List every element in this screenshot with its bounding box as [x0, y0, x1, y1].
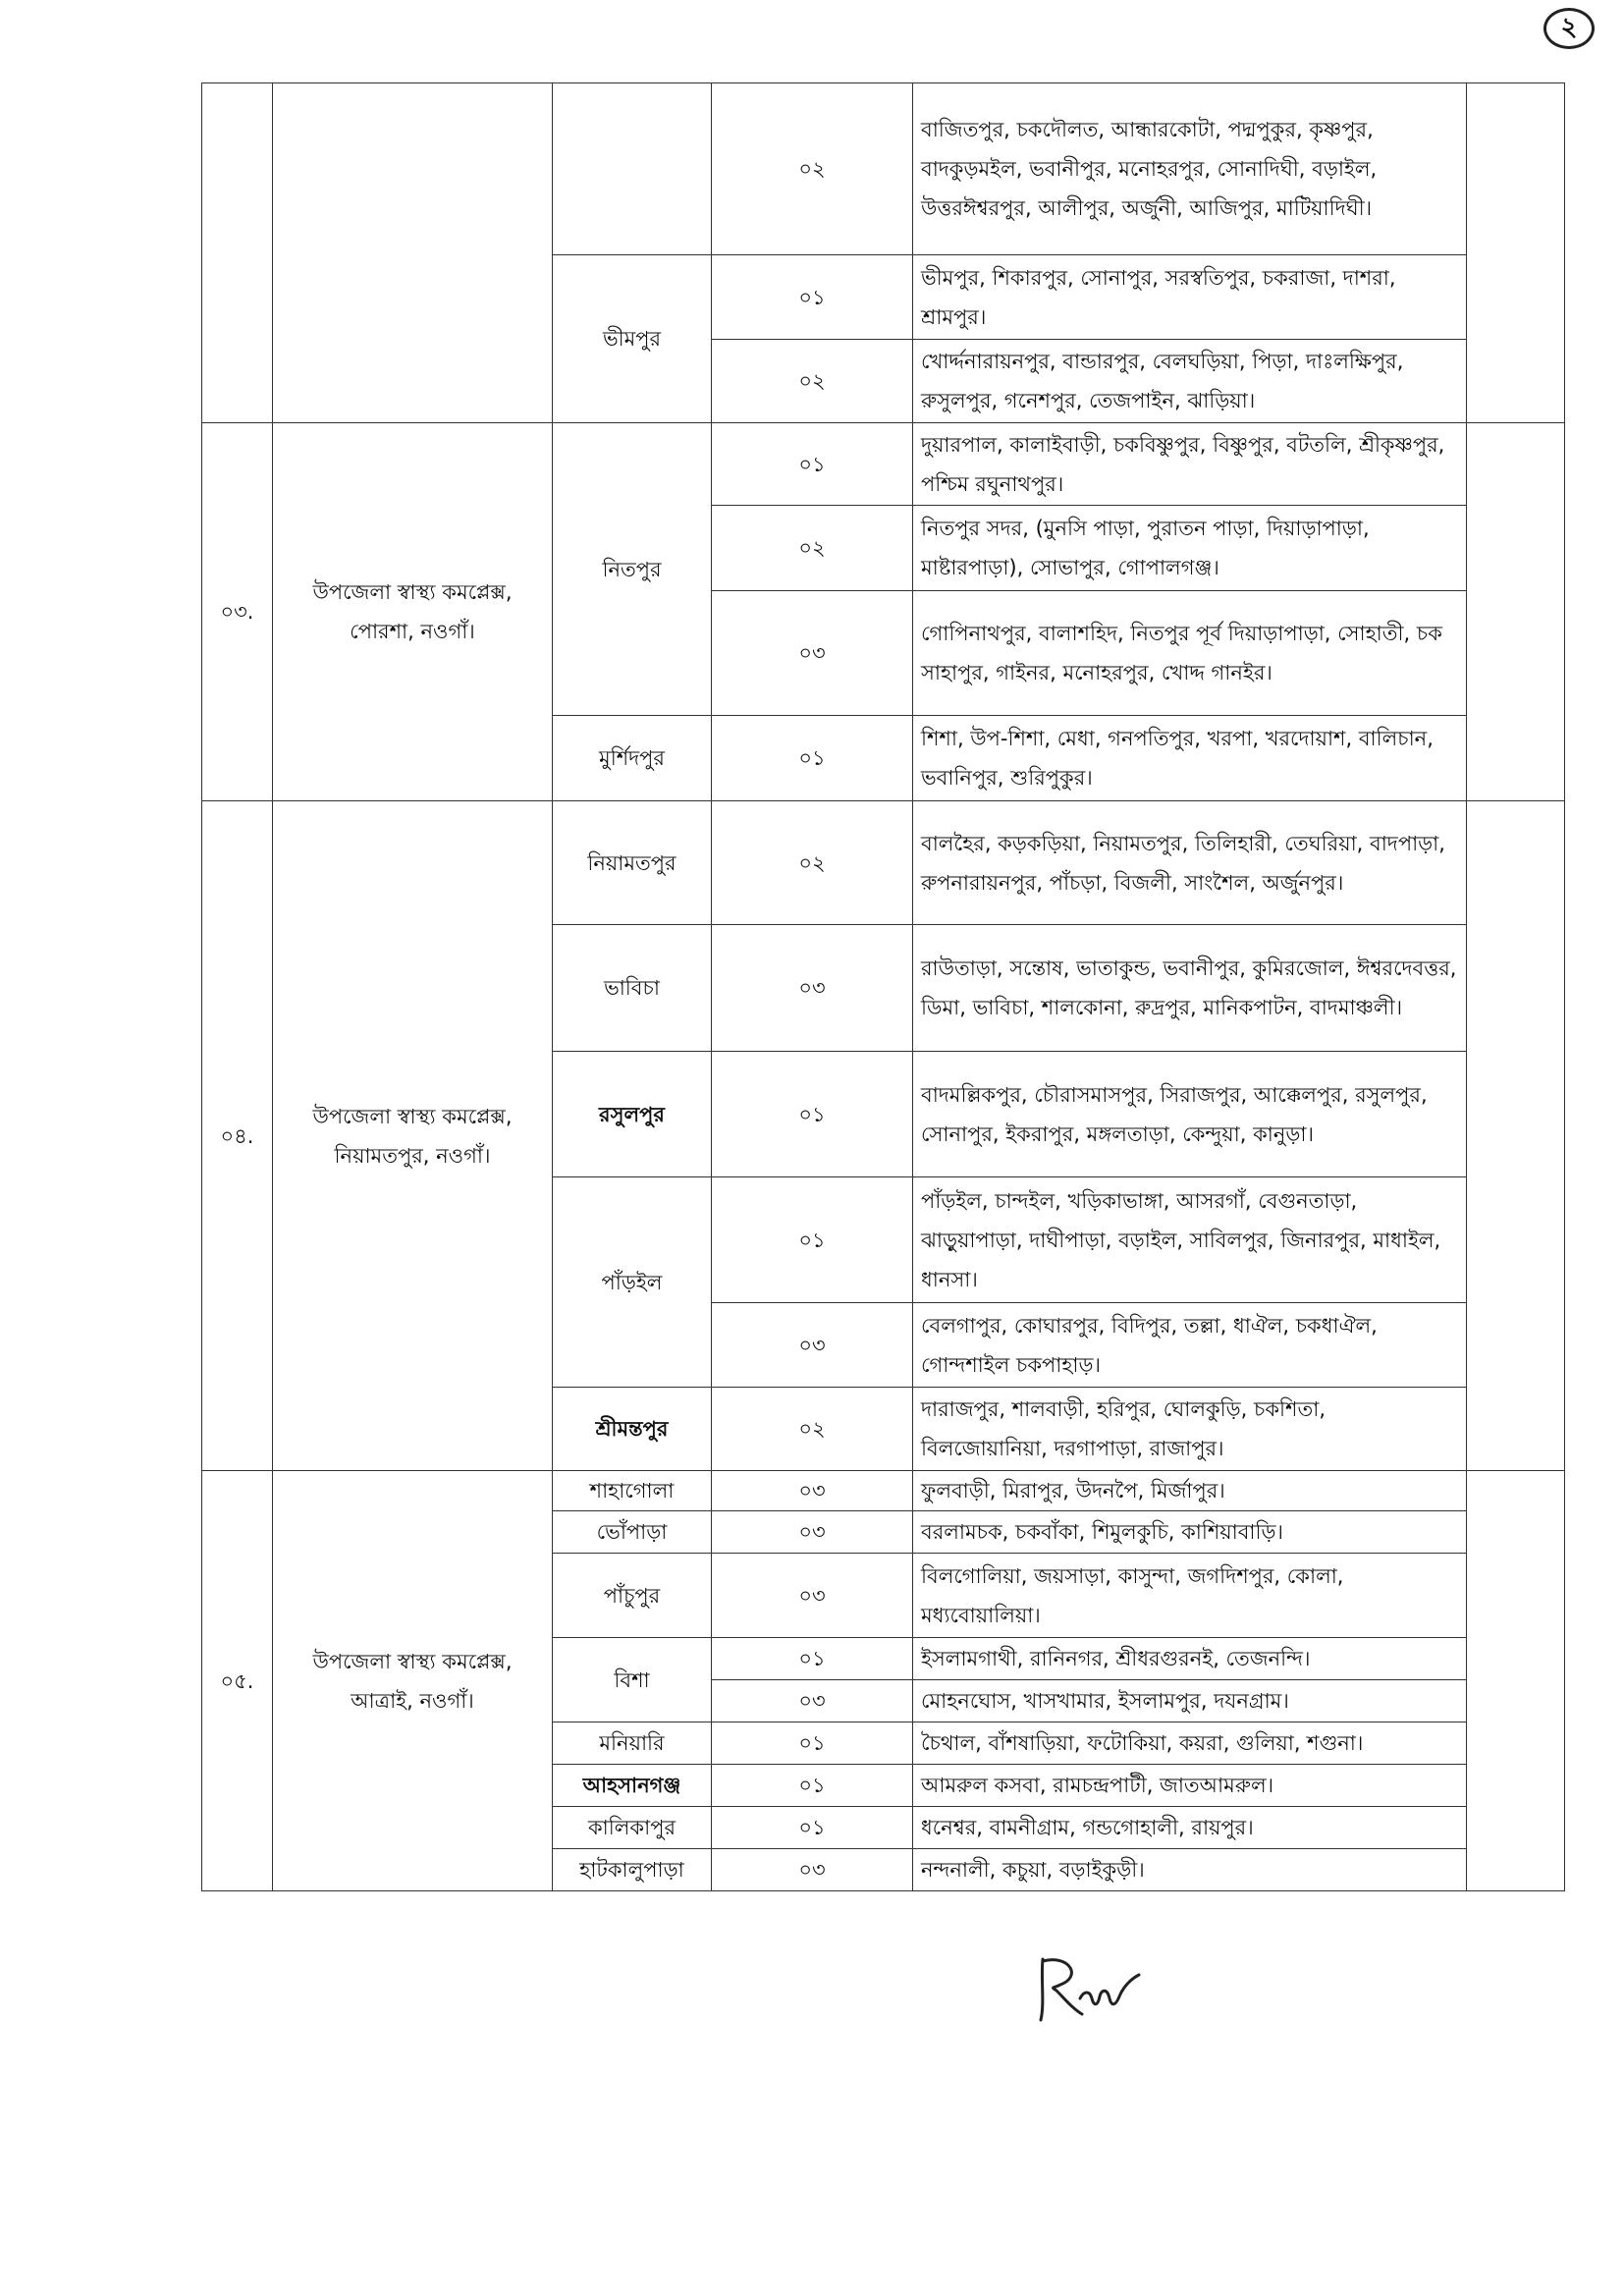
hospital-name: উপজেলা স্বাস্থ্য কমপ্লেক্স, [312, 1649, 513, 1673]
signature-image [1021, 1949, 1178, 2032]
union-cell: মুর্শিদপুর [553, 716, 712, 801]
ward-cell: ০১ [712, 1765, 913, 1807]
ward-cell: ০২ [712, 83, 913, 255]
union-cell: রসুলপুর [553, 1052, 712, 1177]
hospital-cell [273, 801, 553, 1471]
villages-cell: নন্দনালী, কচুয়া, বড়াইকুড়ী। [913, 1849, 1467, 1891]
villages-cell: চৈথাল, বাঁশষাড়িয়া, ফটোকিয়া, কয়রা, গুলিয়া, শগুনা। [913, 1722, 1467, 1765]
remarks-cell [1467, 801, 1565, 1471]
villages-cell: আমরুল কসবা, রামচন্দ্রপাটী, জাতআমরুল। [913, 1765, 1467, 1807]
ward-cell: ০৩ [712, 1680, 913, 1722]
hospital-location: আত্রাই, নওগাঁ। [351, 1688, 474, 1713]
villages-cell: বালহৈর, কড়কড়িয়া, নিয়ামতপুর, তিলিহারী, তেঘরিয়া, বাদপাড়া, রুপনারায়নপুর, পাঁচড়া, বিজলী, সাংশৈল, অর্জুনপুর। [913, 801, 1467, 925]
ward-cell: ০৩ [712, 1511, 913, 1554]
table-row [202, 1471, 1565, 1511]
union-cell: কালিকাপুর [553, 1807, 712, 1849]
villages-cell: বরলামচক, চকবাঁকা, শিমুলকুচি, কাশিয়াবাড়ি। [913, 1511, 1467, 1554]
hospital-cell [273, 423, 553, 801]
ward-cell: ০২ [712, 340, 913, 423]
union-cell: নিতপুর [553, 423, 712, 716]
union-cell: নিয়ামতপুর [553, 801, 712, 925]
union-cell: ভোঁপাড়া [553, 1511, 712, 1554]
villages-cell: বাদমল্লিকপুর, চৌরাসমাসপুর, সিরাজপুর, আক্কেলপুর, রসুলপুর, সোনাপুর, ইকরাপুর, মঙ্গলতাড়া, কেন্দুয়া, কানুড়া। [913, 1052, 1467, 1177]
serial-cell: ০৫. [202, 1471, 273, 1891]
union-cell: শাহাগোলা [553, 1471, 712, 1511]
villages-cell: ভীমপুর, শিকারপুর, সোনাপুর, সরস্বতিপুর, চকরাজা, দাশরা, শ্রামপুর। [913, 255, 1467, 340]
remarks-cell [1467, 423, 1565, 801]
hospital-name: উপজেলা স্বাস্থ্য কমপ্লেক্স, [312, 1104, 513, 1128]
ward-cell: ০২ [712, 1388, 913, 1471]
union-cell: বিশা [553, 1638, 712, 1722]
table-row [202, 83, 1565, 255]
page-number-text: ২ [1560, 13, 1578, 42]
villages-cell: নিতপুর সদর, (মুনসি পাড়া, পুরাতন পাড়া, দিয়াড়াপাড়া, মাষ্টারপাড়া), সোভাপুর, গোপালগঞ্জ। [913, 506, 1467, 591]
ward-cell: ০২ [712, 506, 913, 591]
villages-cell: বিলগোলিয়া, জয়সাড়া, কাসুন্দা, জগদিশপুর, কোলা, মধ্যবোয়ালিয়া। [913, 1554, 1467, 1638]
villages-cell: শিশা, উপ-শিশা, মেধা, গনপতিপুর, খরপা, খরদোয়াশ, বালিচান, ভবানিপুর, শুরিপুকুর। [913, 716, 1467, 801]
table-row [202, 801, 1565, 925]
hospital-name: উপজেলা স্বাস্থ্য কমপ্লেক্স, [312, 580, 513, 604]
ward-cell: ০১ [712, 255, 913, 340]
remarks-cell [1467, 83, 1565, 423]
villages-cell: গোপিনাথপুর, বালাশহিদ, নিতপুর পূর্ব দিয়াড়াপাড়া, সোহাতী, চক সাহাপুর, গাইনর, মনোহরপুর, খোদ্দ গানইর। [913, 591, 1467, 716]
ward-cell: ০১ [712, 1807, 913, 1849]
villages-cell: ধনেশ্বর, বামনীগ্রাম, গন্ডগোহালী, রায়পুর। [913, 1807, 1467, 1849]
serial-cell: ০৩. [202, 423, 273, 801]
union-cell: হাটকালুপাড়া [553, 1849, 712, 1891]
ward-cell: ০৩ [712, 1554, 913, 1638]
table-row [202, 423, 1565, 506]
union-cell: পাঁড়ইল [553, 1177, 712, 1388]
hospital-cell [273, 1471, 553, 1891]
ward-cell: ০৩ [712, 1303, 913, 1388]
villages-cell: মোহনঘোস, খাসখামার, ইসলামপুর, দযনগ্রাম। [913, 1680, 1467, 1722]
union-cell: ভাবিচা [553, 925, 712, 1052]
villages-cell: খোর্দ্দনারায়নপুর, বান্ডারপুর, বেলঘড়িয়া, পিড়া, দাঃলক্ষিপুর, রুসুলপুর, গনেশপুর, তেজপাইন, ঝাড়িয়া। [913, 340, 1467, 423]
hospital-cell [273, 83, 553, 423]
ward-cell: ০৩ [712, 1471, 913, 1511]
union-cell [553, 83, 712, 255]
union-cell: পাঁচুপুর [553, 1554, 712, 1638]
ward-cell: ০৩ [712, 591, 913, 716]
villages-cell: দুয়ারপাল, কালাইবাড়ী, চকবিষ্ণুপুর, বিষ্ণুপুর, বটতলি, শ্রীকৃষ্ণপুর, পশ্চিম রঘুনাথপুর। [913, 423, 1467, 506]
hospital-location: পোরশা, নওগাঁ। [350, 620, 475, 643]
ward-cell: ০১ [712, 1052, 913, 1177]
ward-cell: ০১ [712, 1177, 913, 1303]
ward-cell: ০৩ [712, 1849, 913, 1891]
hospital-location: নিয়ামতপুর, নওগাঁ। [334, 1143, 491, 1168]
ward-cell: ০১ [712, 1638, 913, 1680]
villages-cell: ফুলবাড়ী, মিরাপুর, উদনপৈ, মির্জাপুর। [913, 1471, 1467, 1511]
union-cell: আহসানগঞ্জ [553, 1765, 712, 1807]
page-number [1543, 8, 1595, 49]
union-cell: ভীমপুর [553, 255, 712, 423]
ward-cell: ০২ [712, 801, 913, 925]
serial-cell [202, 83, 273, 423]
ward-cell: ০৩ [712, 925, 913, 1052]
union-cell: মনিয়ারি [553, 1722, 712, 1765]
villages-cell: দারাজপুর, শালবাড়ী, হরিপুর, ঘোলকুড়ি, চকশিতা, বিলজোয়ানিয়া, দরগাপাড়া, রাজাপুর। [913, 1388, 1467, 1471]
ward-cell: ০১ [712, 716, 913, 801]
ward-cell: ০১ [712, 1722, 913, 1765]
villages-cell: ইসলামগাথী, রানিনগর, শ্রীধরগুরনই, তেজনন্দি। [913, 1638, 1467, 1680]
serial-cell: ০৪. [202, 801, 273, 1471]
ward-cell: ০১ [712, 423, 913, 506]
villages-cell: বাজিতপুর, চকদৌলত, আন্ধারকোটা, পদ্মপুকুর, কৃষ্ণপুর, বাদকুড়মইল, ভবানীপুর, মনোহরপুর, সোনাদিঘী, বড়াইল, উত্তরঈশ্বরপুর, আলীপুর, অর্জুনী, আজিপুর, মাটিয়াদিঘী। [913, 83, 1467, 255]
union-village-table [201, 82, 1565, 1891]
villages-cell: বেলগাপুর, কোঘারপুর, বিদিপুর, তল্লা, ধাঐল, চকধাঐল, গোন্দশাইল চকপাহাড়। [913, 1303, 1467, 1388]
union-cell: শ্রীমন্তপুর [553, 1388, 712, 1471]
villages-cell: রাউতাড়া, সন্তোষ, ভাতাকুন্ড, ভবানীপুর, কুমিরজোল, ঈশ্বরদেবত্তর, ডিমা, ভাবিচা, শালকোনা, রুদ্রপুর, মানিকপাটন, বাদমাঞ্চলী। [913, 925, 1467, 1052]
villages-cell: পাঁড়ইল, চান্দইল, খড়িকাভাঙ্গা, আসরগাঁ, বেগুনতাড়া, ঝাড়ুয়াপাড়া, দাঘীপাড়া, বড়াইল, সাবিলপুর, জিনারপুর, মাধাইল, ধানসা। [913, 1177, 1467, 1303]
remarks-cell [1467, 1471, 1565, 1891]
